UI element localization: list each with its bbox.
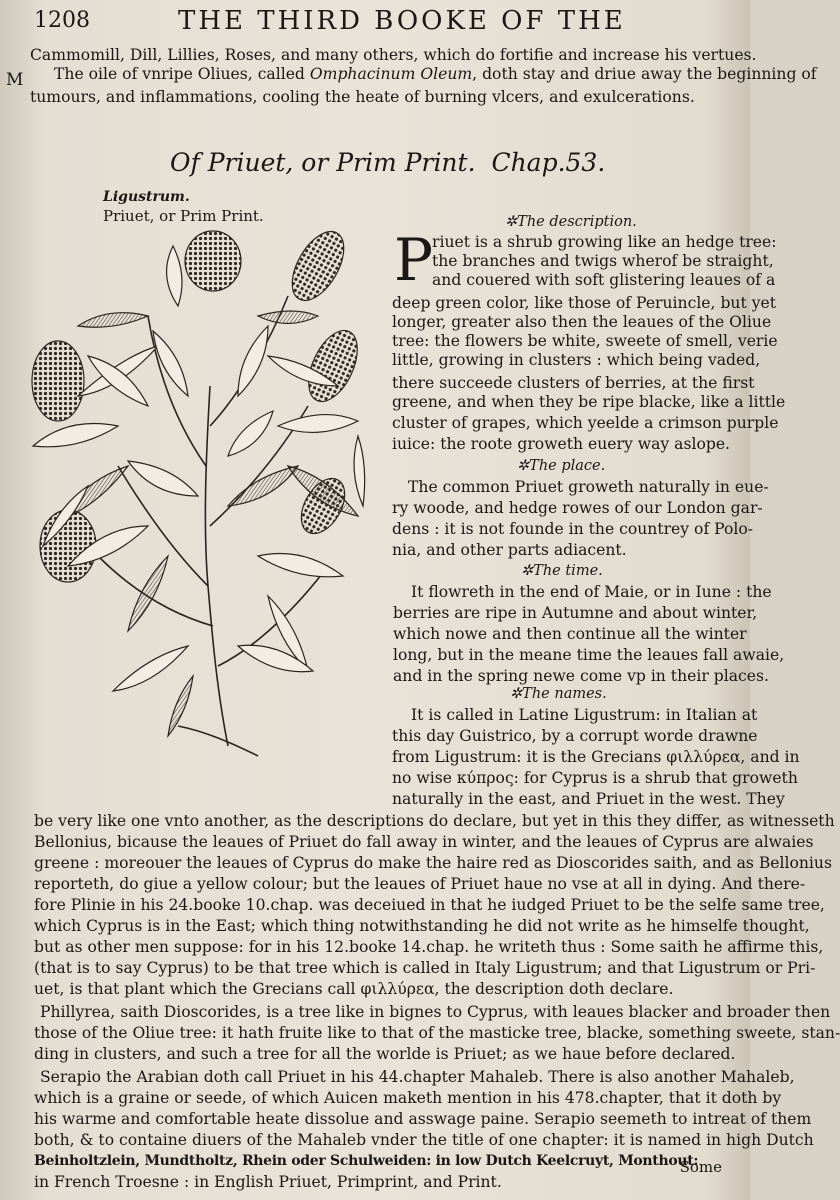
names-col-line-1: It is called in Latine Ligustrum: in Italian at [411,706,758,724]
time-line-5: and in the spring newe come vp in their places. [393,667,769,685]
time-line-1: It flowreth in the end of Maie, or in Iune : the [411,583,772,601]
chapter-title-text: Of Priuet, or Prim Print. [170,148,476,177]
names-line-9: uet, is that plant which the Grecians call φιλλύρεα, the description doth declare. [34,980,674,998]
description-heading-text: The description. [517,214,637,230]
names-line-16: both, & to containe diuers of the Mahaleb vnder the title of one chapter: it is named in high Dutch [34,1131,814,1149]
names-line-1: be very like one vnto another, as the descriptions do declare, but yet in this they differ, as witnesseth [34,812,835,830]
names-col-line-3: from Ligustrum: it is the Grecians φιλλύρεα, and in [392,748,800,766]
description-line-7: little, growing in clusters : which being vaded, [392,351,761,369]
names-heading: ✲The names. [510,686,607,702]
intro-line-1: Cammomill, Dill, Lillies, Roses, and many others, which do fortifie and increase his vertues. [30,46,757,64]
page-number: 1208 [34,8,90,33]
names-dutch-line: Beinholtzlein, Mundtholtz, Rhein oder Schulweiden: in low Dutch Keelcruyt, Monthout: [34,1153,699,1169]
names-line-12: ding in clusters, and such a tree for all the worlde is Priuet; as we haue before declared. [34,1045,736,1063]
names-line-14: which is a graine or seede, of which Auicen maketh mention in his 478.chapter, that it doth by [34,1089,782,1107]
place-line-4: nia, and other parts adiacent. [392,541,627,559]
margin-letter: M [6,70,24,90]
place-line-1: The common Priuet groweth naturally in eue- [408,478,769,496]
names-line-3: greene : moreouer the leaues of Cyprus do make the haire red as Dioscorides saith, and as Bellonius [34,854,832,872]
running-title: THE THIRD BOOKE OF THE [178,6,626,36]
place-line-3: dens : it is not founde in the countrey of Polo- [392,520,754,538]
names-line-13: Serapio the Arabian doth call Priuet in his 44.chapter Mahaleb. There is also another Mahaleb, [40,1068,795,1086]
description-line-2: the branches and twigs wherof be straight, [432,252,774,270]
description-line-10: cluster of grapes, which yeelde a crimson purple [392,414,779,432]
catchword: Some [679,1158,722,1176]
names-line-15: his warme and comfortable heate dissolue and asswage paine. Serapio seemeth to intreat of them [34,1110,812,1128]
time-line-3: which nowe and then continue all the winter [393,625,747,643]
names-line-4: reporteth, do giue a yellow colour; but the leaues of Priuet haue no vse at all in dying. And there- [34,875,806,893]
names-line-7: but as other men suppose: for in his 12.booke 14.chap. he writeth thus : Some saith he affirme this, [34,938,824,956]
intro-line-3: tumours, and inflammations, cooling the heate of burning vlcers, and exulcerations. [30,88,695,106]
names-line-10: Phillyrea, saith Dioscorides, is a tree like in bignes to Cyprus, with leaues blacker and broader then [40,1003,831,1021]
description-line-9: greene, and when they be ripe blacke, like a little [392,393,786,411]
time-line-4: long, but in the meane time the leaues fall awaie, [393,646,785,664]
figure-caption: Priuet, or Prim Print. [103,207,264,225]
names-french-line: in French Troesne : in English Priuet, Primprint, and Print. [34,1173,502,1191]
chapter-number: Chap.53. [491,148,606,177]
names-line-5: fore Plinie in his 24.booke 10.chap. was deceiued in that he iudged Priuet to be the selfe same tree, [34,896,825,914]
description-line-11: iuice: the roote groweth euery way aslope. [392,435,731,453]
description-line-8: there succeede clusters of berries, at the first [392,374,755,392]
time-heading-text: The time. [533,563,603,579]
intro-line-2-italic: Omphacinum Oleum [309,65,473,83]
time-heading: ✲The time. [521,563,603,579]
intro-line-2 [54,65,817,84]
names-line-8: (that is to say Cyprus) to be that tree which is called in Italy Ligustrum; and that Ligustrum or Pri- [34,959,816,977]
drop-cap: P [394,226,434,294]
names-line-2: Bellonius, bicause the leaues of Priuet do fall away in winter, and the leaues of Cyprus are alwaies [34,833,814,851]
names-col-line-4: no wise κύπρος: for Cyprus is a shrub that groweth [392,769,798,787]
names-line-11: those of the Oliue tree: it hath fruite like to that of the masticke tree, blacke, something sweete, stan- [34,1024,840,1042]
names-heading-text: The names. [522,686,607,702]
names-col-line-2: this day Guistrico, by a corrupt worde drawne [392,727,758,745]
description-line-5: longer, greater also then the leaues of the Oliue [392,313,772,331]
description-line-4: deep green color, like those of Peruincle, but yet [392,294,776,312]
chapter-title [170,148,605,177]
place-heading-text: The place. [529,458,606,474]
description-line-1: riuet is a shrub growing like an hedge tree: [432,233,777,251]
place-line-2: ry woode, and hedge rowes of our London gar- [392,499,763,517]
description-heading: ✲The description. [505,214,637,230]
figure-latin-name: Ligustrum. [103,189,190,205]
intro-line-2-b: , doth stay and driue away the beginning of [472,65,817,83]
intro-line-2-a: The oile of vnripe Oliues, called [54,65,310,83]
description-line-6: tree: the flowers be white, sweete of smell, verie [392,332,778,350]
description-line-3: and couered with soft glistering leaues of a [432,271,776,289]
privet-plant-woodcut-icon [28,226,374,766]
time-line-2: berries are ripe in Autumne and about winter, [393,604,758,622]
place-heading: ✲The place. [517,458,606,474]
names-col-line-5: naturally in the east, and Priuet in the west. They [392,790,785,808]
names-line-6: which Cyprus is in the East; which thing notwithstanding he did not write as he himselfe thought, [34,917,810,935]
